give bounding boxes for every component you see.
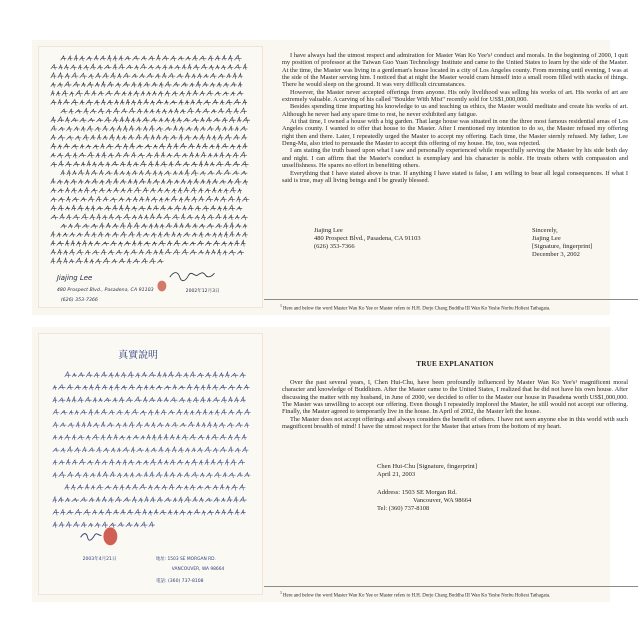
letter-body bbox=[282, 52, 628, 184]
paragraph: Besides spending time imparting his knowledge to us and teaching us ethics, the Master would meditate and create his works of art. Although he never had any spare time to rest, he never exhibited any fatigue. bbox=[282, 103, 628, 118]
signature-date: April 21, 2003 bbox=[377, 471, 416, 478]
paragraph: I have always had the utmost respect and admiration for Master Wan Ko Yee's¹ conduct and morals. In the beginning of 2000, I quit my position of professor at the Taiwan Guo Yuan Technology Institute and came to the United States to learn by the side of the Master. At the time, the Master was living in a gentleman's house located in a city of Los Angeles county. From morning until evening, I was at the side of the Master serving him. I noticed that at night the Master would cram himself into a small room filled with stacks of things. There he would sleep on the ground. It was very difficult circumstances. bbox=[282, 52, 628, 89]
footnote-index: 1 bbox=[280, 303, 282, 308]
handwriting-strokes bbox=[51, 55, 250, 264]
handwritten-letter-scan bbox=[38, 333, 263, 595]
handwritten-signature bbox=[170, 273, 215, 281]
footnote bbox=[264, 586, 638, 600]
handwriting-strokes bbox=[53, 372, 251, 528]
handwritten-letter-image bbox=[39, 334, 262, 594]
scan-heading: 真實說明 bbox=[118, 349, 158, 361]
phone: Tel: (360) 737-8108 bbox=[377, 505, 430, 512]
paragraph: Over the past several years, I, Chen Hui-Chu, have been profoundly influenced by Master Wan Ko Yee's¹ magnificent moral character and knowledge of Buddhism. After the Master came to the United States, I realized that he did not have his own house. After discussing the matter with my husband, in June of 2000, we decided to offer to the Master our house in Pasadena worth US$1,000,000. The Master was unwilling to accept our offering. Even though I repeatedly implored the Master, he still would not accept our offering. Finally, the Master agreed to temporarily live in the house. In April of 2002, the Master left the house. bbox=[282, 379, 628, 416]
scan-date: 2002年12月3日 bbox=[185, 288, 220, 294]
scan-address: 480 Prospect Blvd., Pasadena, CA 91103 bbox=[56, 287, 154, 293]
signer-name: Chen Hui-Chu [Signature, fingerprint] bbox=[377, 463, 478, 470]
signature-block bbox=[377, 463, 477, 513]
footnote bbox=[264, 299, 638, 313]
signature-note: [Signature, fingerprint] bbox=[532, 243, 593, 250]
contact-address: 480 Prospect Blvd., Pasadena, CA 91103 bbox=[314, 235, 421, 242]
typed-translation bbox=[264, 327, 638, 602]
footnote-text: Here and below the word Master Wan Ko Yee or Master refers to H.H. Dorje Chang Buddha III Wan Ko Yeshe Norbu Holiest Tathagata. bbox=[283, 306, 551, 312]
scan-date: 2003年4月21日 bbox=[82, 557, 117, 563]
handwritten-letter-image bbox=[39, 47, 262, 307]
letter-body bbox=[282, 379, 628, 430]
handwritten-signature bbox=[81, 534, 102, 541]
contact-block bbox=[314, 227, 421, 251]
address-line-1: Address: 1503 SE Morgan Rd. bbox=[377, 489, 457, 496]
scan-signature: Jiajing Lee bbox=[56, 274, 93, 283]
paragraph: I am stating the truth based upon what I saw and personally experienced while respectfully serving the Master by his side both day and night. I can affirm that the Master's conduct is exemplary and his character is noble. He treats others with compassion and unselfishness. He spares no effort in benefiting others. bbox=[282, 147, 628, 170]
handwritten-letter-scan bbox=[38, 46, 263, 308]
letter-panel-jiajing-lee bbox=[32, 40, 628, 315]
contact-phone: (626) 353-7366 bbox=[314, 243, 355, 250]
paragraph: Everything that I have stated above is true. If anything I have stated is false, I am willing to bear all legal consequences. If what I said is true, may all living beings and I be greatly blessed. bbox=[282, 169, 628, 184]
scan-address: 地址: 1503 SE MORGAN RD. bbox=[155, 557, 216, 563]
paragraph: The Master does not accept offerings and always considers the benefit of others. I have not seen anyone else in this world with such magnificent breadth of mind! I have the utmost respect for the Master that arises from the bottom of my heart. bbox=[282, 415, 628, 431]
paragraph: At that time, I owned a house with a big garden. That large house was situated in one the three most famous residential areas of Los Angeles county. I wanted to offer that house to the Master. After I mentioned my intention to do so, the Master refused my offering right then and there. Later, I repeatedly urged the Master to accept my offering. Each time, the Master sternly refused. My father, Lee Deng-Mu, also tried to persuade the Master to accept this offering of my house. He, too, was rejected. bbox=[282, 118, 628, 148]
scan-city: VANCOUVER, WA 98664 bbox=[171, 567, 225, 573]
paragraph: However, the Master never accepted offerings from anyone. His only livelihood was selling his works of art. His works of art are extremely valuable. A carving of his called "Boulder With Mist" recently sold for US$1,000,000. bbox=[282, 88, 628, 104]
scan-phone: 電話: (360) 737-8108 bbox=[155, 578, 204, 584]
letter-panel-chen-hui-chu bbox=[32, 327, 628, 602]
typed-translation bbox=[264, 40, 638, 315]
signer-name: Jiajing Lee bbox=[532, 235, 561, 242]
footnote-text: Here and below the word Master Wan Ko Yee or Master refers to H.H. Dorje Chang Buddha III Wan Ko Yeshe Norbu Holiest Tathagata. bbox=[283, 593, 551, 599]
contact-name: Jiajing Lee bbox=[314, 227, 343, 234]
document-title: TRUE EXPLANATION bbox=[416, 360, 494, 368]
signature-block bbox=[532, 227, 592, 259]
fingerprint-mark bbox=[157, 281, 166, 292]
scan-phone: (626) 353-7366 bbox=[60, 297, 98, 303]
address-line-2: Vancouver, WA 98664 bbox=[413, 497, 472, 504]
fingerprint-mark bbox=[103, 527, 117, 545]
closing: Sincerely, bbox=[532, 227, 558, 234]
footnote-index: 1 bbox=[280, 590, 282, 595]
signature-date: December 3, 2002 bbox=[532, 251, 580, 258]
